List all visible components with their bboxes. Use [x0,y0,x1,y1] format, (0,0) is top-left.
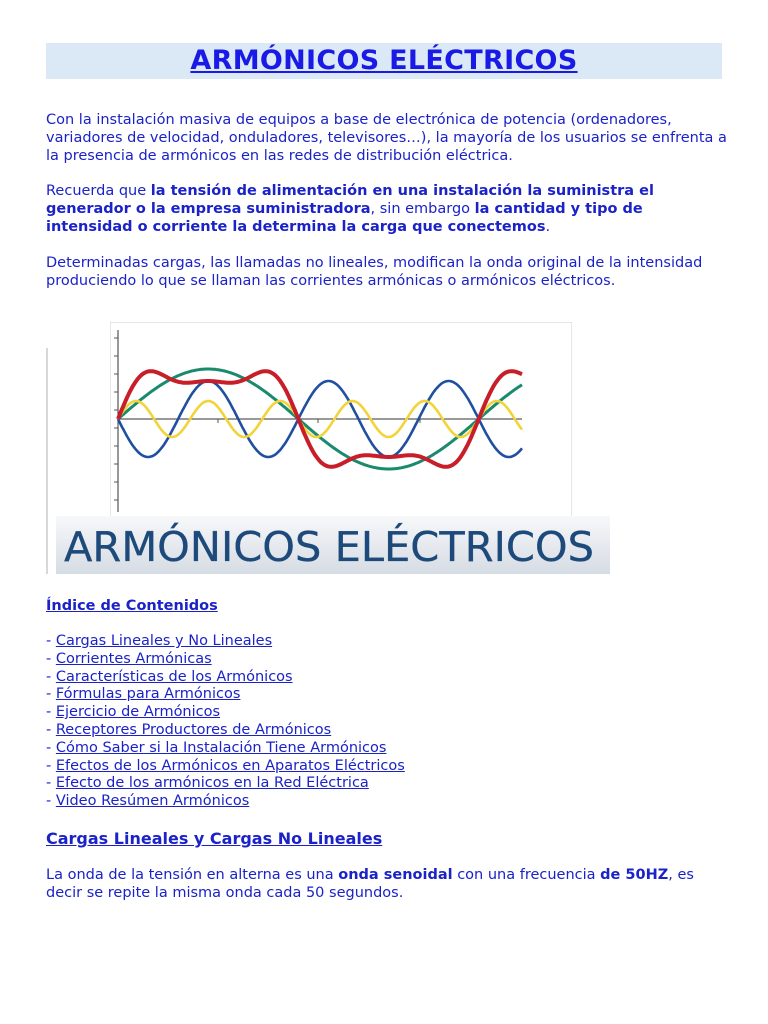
toc-item: - Cargas Lineales y No Lineales [46,633,273,649]
toc-link[interactable]: Fórmulas para Armónicos [55,686,241,703]
toc-link[interactable]: Características de los Armónicos [55,668,293,685]
recuerda-text-3: . [545,219,551,235]
toc-item: - Efecto de los armónicos en la Red Eléctrica [46,775,369,792]
figure-banner [56,516,610,574]
harmonics-waveform-chart [110,322,572,518]
banner-svg [56,516,610,574]
toc-item: - Corrientes Armónicas [46,650,212,667]
toc-link[interactable]: Ejercicio de Armónicos [55,704,221,721]
section-bold-1: onda senoidal [338,867,453,883]
recuerda-text-1: Recuerda que [46,183,151,199]
figure-left-edge [46,348,48,574]
recuerda-bold-2: la cantidad y tipo de intensidad o corriente la determina la carga que conectemos [46,201,643,235]
toc-item: - Video Resúmen Armónicos [46,793,250,810]
recuerda-paragraph [46,182,732,236]
toc-link[interactable]: Video Resúmen Armónicos [55,793,250,810]
determinadas-paragraph: Determinadas cargas, las llamadas no lineales, modifican la onda original de la intensidad produciendo lo que se llaman las corrientes armónicas o armónicos eléctricos. [46,255,703,289]
toc-item: - Ejercicio de Armónicos [46,704,221,721]
recuerda-text-2: , sin embargo [370,201,475,217]
section-text-1: La onda de la tensión en alterna es una [46,867,339,883]
toc-item: - Cómo Saber si la Instalación Tiene Armónicos [46,739,387,756]
section-heading[interactable]: Cargas Lineales y Cargas No Lineales [46,829,383,848]
chart-frame [110,322,572,518]
harmonics-figure [46,322,612,578]
toc-link[interactable]: Cargas Lineales y No Lineales [55,633,273,649]
section-text-3: , es decir se repite la misma onda cada 50 segundos. [46,867,694,901]
toc-link[interactable]: Corrientes Armónicas [55,650,212,667]
toc-link[interactable]: Receptores Productores de Armónicos [55,721,332,738]
title-bar [46,43,722,79]
page-title[interactable]: ARMÓNICOS ELÉCTRICOS [190,45,578,76]
toc-item: - Fórmulas para Armónicos [46,686,241,703]
toc-item: - Efectos de los Armónicos en Aparatos Eléctricos [46,757,405,774]
recuerda-bold-1: la tensión de alimentación en una instalación la suministra el generador o la empresa suministradora [46,183,654,217]
toc-item: - Receptores Productores de Armónicos [46,721,332,738]
section-text-2: con una frecuencia [452,867,601,883]
toc-link[interactable]: Efecto de los armónicos en la Red Eléctrica [55,775,369,792]
section-bold-2: de 50HZ [600,867,669,883]
toc-link[interactable]: Efectos de los Armónicos en Aparatos Eléctricos [55,757,405,774]
banner-text: ARMÓNICOS ELÉCTRICOS [64,523,595,571]
section-paragraph [46,866,732,902]
toc-link[interactable]: Cómo Saber si la Instalación Tiene Armónicos [55,739,387,756]
index-title[interactable]: Índice de Contenidos [46,598,218,614]
toc-item: - Características de los Armónicos [46,668,293,685]
table-of-contents [46,633,405,811]
intro-paragraph: Con la instalación masiva de equipos a base de electrónica de potencia (ordenadores, variadores de velocidad, onduladores, televisores…), la mayoría de los usuarios se enfrenta a la presencia de armónicos en las redes de distribución eléctrica. [46,112,727,164]
